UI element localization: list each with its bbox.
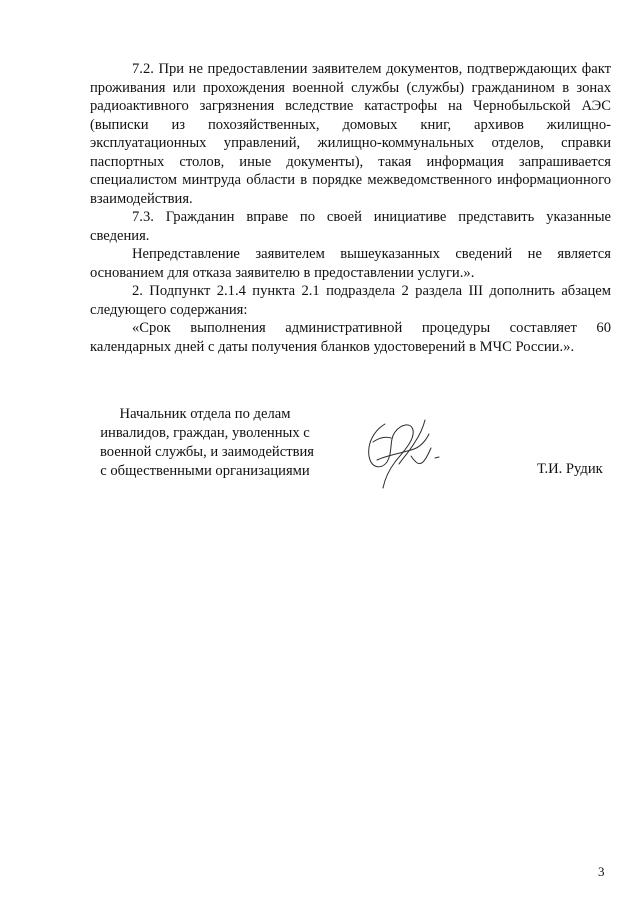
signer-position-line: инвалидов, граждан, уволенных с: [100, 425, 310, 441]
page-number: 3: [598, 864, 605, 879]
signer-name: Т.И. Рудик: [537, 461, 603, 477]
signer-position-line: с общественными организациями: [100, 463, 310, 479]
paragraph-7-3: 7.3. Гражданин вправе по своей инициативе представить указанные сведения.: [90, 209, 611, 244]
document-body: [90, 60, 611, 356]
paragraph-amendment: 2. Подпункт 2.1.4 пункта 2.1 подраздела 2 раздела III дополнить абзацем следующего содержания:: [90, 283, 611, 318]
paragraph-non-submission: Непредставление заявителем вышеуказанных сведений не является основанием для отказа заявителю в предоставлении услуги.».: [90, 246, 611, 281]
paragraph-7-2: 7.2. При не предоставлении заявителем документов, подтверждающих факт проживания или прохождения военной службы (службы) гражданином в зонах радиоактивного загрязнения вследствие катастрофы на Чернобыльской АЭС (выписки из похозяйственных, домовых книг, архивов жилищно-эксплуатационных управлений, жилищно-коммунальных отделов, справки паспортных столов, иные документы), такая информация запрашивается специалистом минтруда области в порядке межведомственного информационного взаимодействия.: [90, 61, 611, 207]
signer-position-line: военной службы, и заимодействия: [100, 444, 315, 460]
signer-position: [100, 405, 315, 481]
signer-position-line: Начальник отдела по делам: [119, 406, 291, 422]
handwritten-signature: [355, 412, 450, 494]
paragraph-deadline-quote: «Срок выполнения административной процедуры составляет 60 календарных дней с даты получения бланков удостоверений в МЧС России.».: [90, 320, 611, 355]
